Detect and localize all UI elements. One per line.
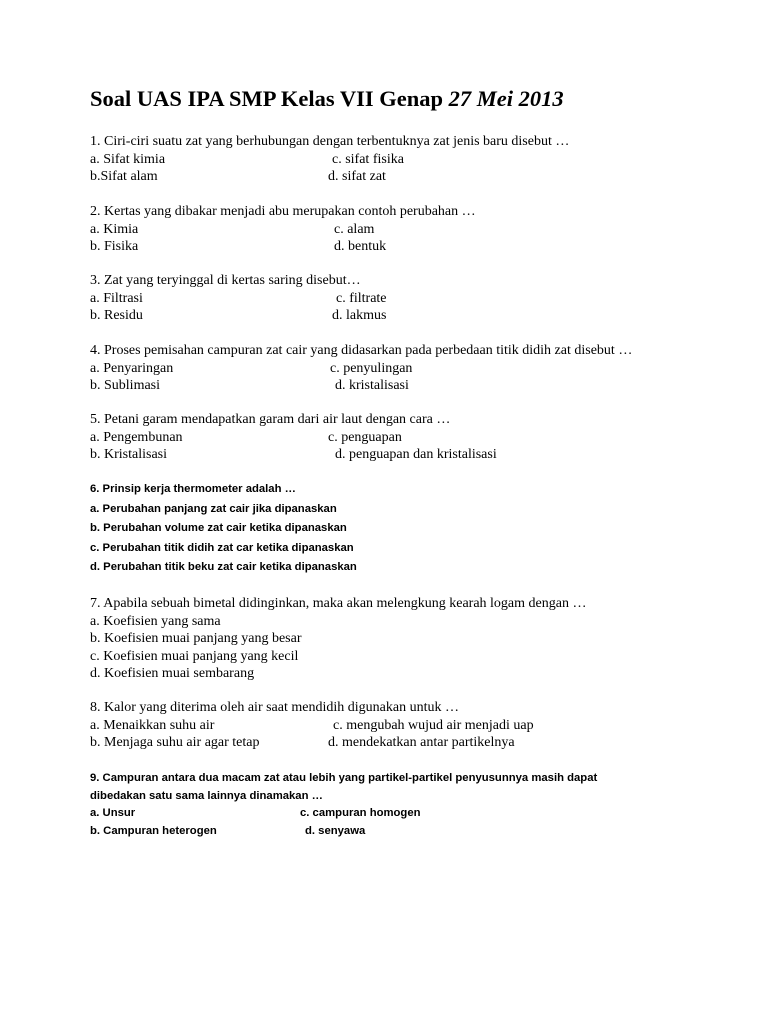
title-date: 27 Mei 2013	[448, 86, 564, 111]
option-d: d. mendekatkan antar partikelnya	[328, 735, 515, 750]
option-d: d. kristalisasi	[335, 378, 409, 393]
question-text: 1. Ciri-ciri suatu zat yang berhubungan dengan terbentuknya zat jenis baru disebut …	[90, 134, 570, 149]
option-a: a. Koefisien yang sama	[90, 613, 221, 629]
question-text: 9. Campuran antara dua macam zat atau lebih yang partikel-partikel penyusunnya masih dapat	[90, 772, 598, 784]
option-c: c. Koefisien muai panjang yang kecil	[90, 648, 299, 664]
question-text: 2. Kertas yang dibakar menjadi abu merupakan contoh perubahan …	[90, 204, 476, 219]
page-title	[90, 86, 564, 112]
option-a: a. Pengembunan	[90, 429, 183, 445]
option-b: b.Sifat alam	[90, 169, 158, 184]
option-b: b. Menjaga suhu air agar tetap	[90, 735, 260, 750]
option-d: d. sifat zat	[328, 169, 386, 184]
question-text: 3. Zat yang teryinggal di kertas saring disebut…	[90, 273, 361, 288]
question-text: 5. Petani garam mendapatkan garam dari air laut dengan cara …	[90, 412, 451, 427]
option-b: b. Campuran heterogen	[90, 824, 217, 837]
question-text-continued: dibedakan satu sama lainnya dinamakan …	[90, 789, 323, 802]
option-d: d. senyawa	[305, 824, 366, 837]
option-a: a. Kimia	[90, 221, 139, 237]
option-d: d. Perubahan titik beku zat cair ketika dipanaskan	[90, 561, 357, 573]
option-a: a. Perubahan panjang zat cair jika dipanaskan	[90, 502, 337, 515]
option-c: c. penyulingan	[330, 360, 413, 376]
option-d: d. bentuk	[334, 239, 387, 254]
option-c: c. sifat fisika	[332, 151, 404, 167]
question-8	[90, 699, 750, 752]
option-b: b. Residu	[90, 308, 143, 323]
question-2	[90, 203, 750, 256]
question-6	[90, 480, 750, 578]
question-text: 6. Prinsip kerja thermometer adalah …	[90, 483, 296, 495]
option-d: d. Koefisien muai sembarang	[90, 666, 255, 681]
question-4	[90, 342, 750, 395]
option-a: a. Unsur	[90, 807, 136, 819]
option-c: c. campuran homogen	[300, 807, 421, 819]
option-b: b. Fisika	[90, 239, 139, 254]
option-c: c. alam	[334, 221, 375, 237]
option-b: b. Perubahan volume zat cair ketika dipanaskan	[90, 522, 347, 534]
option-c: c. Perubahan titik didih zat car ketika dipanaskan	[90, 541, 354, 554]
option-c: c. penguapan	[328, 429, 402, 445]
question-5	[90, 411, 750, 464]
option-c: c. mengubah wujud air menjadi uap	[333, 717, 534, 733]
option-d: d. lakmus	[332, 308, 387, 323]
question-text: 7. Apabila sebuah bimetal didinginkan, maka akan melengkung kearah logam dengan …	[90, 596, 587, 611]
option-b: b. Kristalisasi	[90, 447, 167, 462]
option-a: a. Menaikkan suhu air	[90, 717, 215, 733]
question-3	[90, 272, 750, 325]
title-main: Soal UAS IPA SMP Kelas VII Genap	[90, 86, 443, 111]
question-text: 8. Kalor yang diterima oleh air saat mendidih digunakan untuk …	[90, 700, 459, 715]
option-a: a. Sifat kimia	[90, 151, 166, 167]
question-text: 4. Proses pemisahan campuran zat cair yang didasarkan pada perbedaan titik didih zat disebut …	[90, 343, 633, 358]
question-7	[90, 595, 750, 683]
option-a: a. Filtrasi	[90, 290, 143, 306]
option-a: a. Penyaringan	[90, 360, 174, 376]
option-d: d. penguapan dan kristalisasi	[335, 447, 497, 462]
option-b: b. Koefisien muai panjang yang besar	[90, 631, 302, 646]
option-b: b. Sublimasi	[90, 378, 161, 393]
question-9	[90, 770, 750, 840]
question-1	[90, 133, 750, 186]
option-c: c. filtrate	[336, 290, 387, 306]
